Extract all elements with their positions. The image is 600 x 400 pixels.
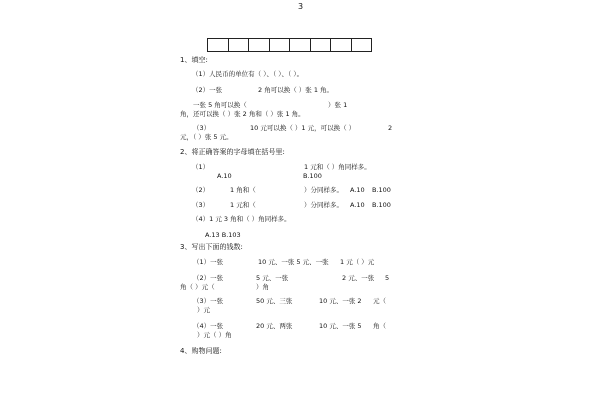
s2-q2-optB: B.100	[372, 186, 391, 194]
s2-q1-b: 1 元和（ ）角同样多。	[304, 163, 371, 171]
grid-cell	[270, 39, 291, 51]
s2-q3-a: （3）	[192, 201, 210, 209]
s3-r2-a: （2）一张	[193, 274, 224, 282]
section-3-title: 3、写出下面的钱数:	[180, 243, 243, 251]
s3-r4-e: ）元（ ）角	[197, 331, 232, 339]
s2-q2-optA: A.10	[350, 186, 365, 194]
s2-q3-optB: B.100	[372, 201, 391, 209]
grid-cell	[249, 39, 270, 51]
s3-r3-a: （3）一张	[193, 297, 224, 305]
answer-grid	[207, 38, 372, 52]
s3-r3-c: 10 元、一张 2	[319, 297, 362, 305]
s1-q2-e: 角，还可以换（ ）张 2 角和（ ）张 1 角。	[180, 110, 305, 118]
s2-q2-c: ）分同样多。	[304, 186, 343, 194]
grid-cell	[352, 39, 372, 51]
grid-cell	[208, 39, 229, 51]
s3-r3-b: 50 元、三张	[256, 297, 293, 305]
s3-r1-a: （1）一张	[193, 258, 224, 266]
s3-r4-d: 角（	[373, 322, 386, 330]
grid-cell	[229, 39, 250, 51]
s2-q3-b: 1 元和（	[230, 201, 256, 209]
s2-q4-options: A.13 B.103	[205, 231, 241, 239]
s2-q1-optA: A.10	[217, 172, 232, 180]
s3-r4-a: （4）一张	[193, 322, 224, 330]
s3-r3-e: ）元	[197, 306, 210, 314]
s1-q2-b: 2 角可以换（ ）张 1 角。	[258, 86, 334, 94]
s2-q2-a: （2）	[192, 186, 210, 194]
s1-q2-a: （2）一张	[192, 86, 223, 94]
s1-q3-c: 2	[388, 124, 393, 132]
s2-q2-b: 1 角和（	[230, 186, 256, 194]
s3-r2-c: 2 元、一张	[342, 274, 375, 282]
section-2-title: 2、将正确答案的字母填在括号里:	[180, 148, 285, 156]
s1-q2-d: ）张 1	[328, 101, 348, 109]
s1-q2-c: 一张 5 角可以换（	[193, 101, 247, 109]
page-number: 3	[298, 2, 304, 11]
s3-r4-b: 20 元、两张	[256, 322, 293, 330]
s2-q3-optA: A.10	[350, 201, 365, 209]
s1-q3-d: 元，（ ）张 5 元。	[180, 133, 233, 141]
s1-q3-a: （3）	[193, 124, 211, 132]
s3-r2-d: 5	[385, 274, 390, 282]
grid-cell	[331, 39, 352, 51]
s3-r4-c: 10 元、一张 5	[319, 322, 362, 330]
s3-r3-d: 元（	[373, 297, 386, 305]
section-1-title: 1、填空:	[180, 56, 208, 64]
section-4-title: 4、购物问题:	[180, 347, 222, 355]
s2-q3-c: ）分同样多。	[304, 201, 343, 209]
s3-r1-c: 1 元（ ）元	[340, 258, 375, 266]
grid-cell	[290, 39, 311, 51]
s2-q4: （4）1 元 3 角和（ ）角同样多。	[192, 215, 291, 223]
s1-q1: （1）人民币的单位有（ ）、（ ）、（ ）。	[192, 70, 304, 78]
s2-q1-a: （1）	[192, 163, 210, 171]
s2-q1-optB: B.100	[303, 172, 322, 180]
s1-q3-b: 10 元可以换（ ）1 元，可以换（ ）	[250, 124, 356, 132]
s3-r2-e: 角（ ）元（	[180, 283, 215, 291]
s3-r1-b: 10 元、一张 5 元、一张	[258, 258, 329, 266]
grid-cell	[311, 39, 332, 51]
s3-r2-b: 5 元、一张	[256, 274, 289, 282]
s3-r2-f: ）角	[256, 283, 269, 291]
